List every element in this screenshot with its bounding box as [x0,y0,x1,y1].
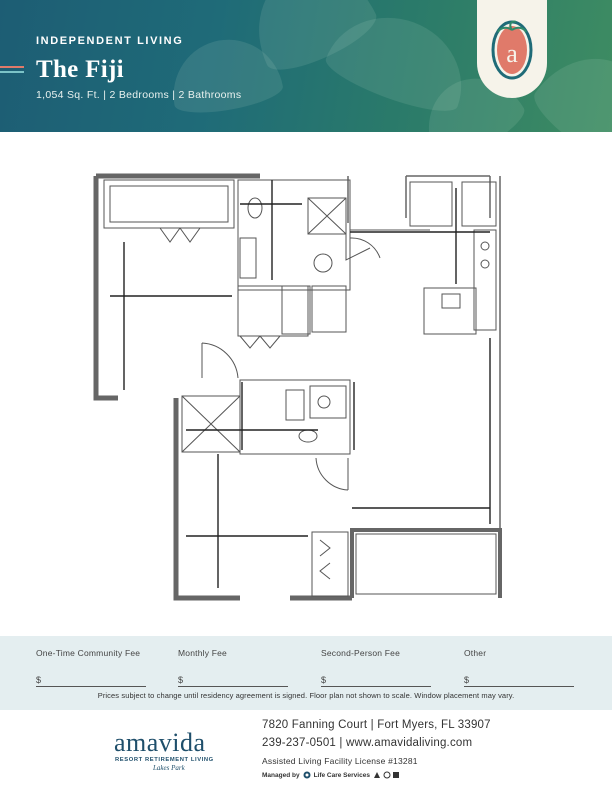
disclaimer-text: Prices subject to change until residency agreement is signed. Floor plan not shown to scale. Window placement may vary. [97,691,515,700]
fee-label: Second-Person Fee [321,648,400,658]
fee-other [464,648,574,687]
category-label: INDEPENDENT LIVING [36,35,184,47]
phone-website-text: 239-237-0501 | www.amavidaliving.com [262,737,473,749]
accent-stripes [0,66,24,76]
managed-by-line [262,771,401,779]
fee-blank-field: $ [36,675,146,687]
amavida-logo: amavida [114,728,206,757]
managed-by-label: Managed by [262,771,300,779]
fee-blank-field: $ [464,675,574,687]
logo-location-script: Lakes Park [153,764,185,772]
manager-name: Life Care Services [313,771,370,779]
fee-label: Other [464,648,487,658]
fee-one-time [36,648,146,687]
brand-badge [477,0,547,98]
accessibility-icons [373,771,401,779]
header-banner [0,0,612,132]
brand-logo-icon [490,16,534,82]
plan-specs: 1,054 Sq. Ft. | 2 Bedrooms | 2 Bathrooms [36,89,242,101]
logo-tagline: RESORT RETIREMENT LIVING [115,757,214,763]
fee-blank-field: $ [178,675,288,687]
plan-title: The Fiji [36,56,124,83]
fee-label: One-Time Community Fee [36,648,141,658]
license-text: Assisted Living Facility License #13281 [262,756,418,766]
floor-plan [90,168,510,610]
address-text: 7820 Fanning Court | Fort Myers, FL 33907 [262,719,491,731]
fee-label: Monthly Fee [178,648,227,658]
lcs-logo-icon [303,771,311,779]
badge-letter: a [506,39,518,68]
fee-second-person [321,648,431,687]
fee-blank-field: $ [321,675,431,687]
fee-monthly [178,648,288,687]
